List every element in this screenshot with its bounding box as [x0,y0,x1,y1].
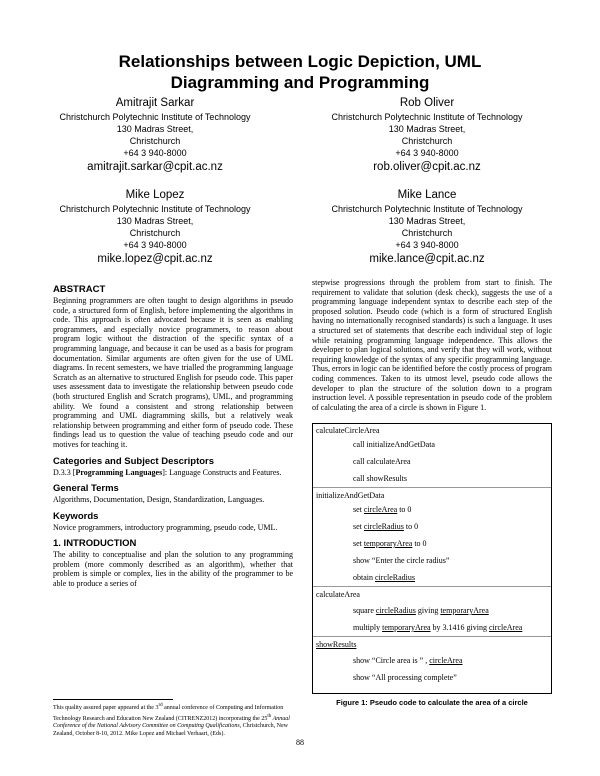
left-column [53,284,293,589]
author-name: Rob Oliver [399,97,455,109]
author-street: 130 Madras Street, [388,216,466,226]
right-column-text: stepwise progressions through the problem from start to finish. The requirement to validate that solution (desk check), suggests the use of a programming language independent syntax to describe each step of the proposed solution. Pseudo code (which is a form of structured English having no internationally recognised standards) is such a language. It uses a structured set of statements that describe each individual step of logic while retaining programming language independence. This allows the developer to plan logical solutions, and verify that they will work, without requiring knowledge of the syntax of any specific programming language. Thus, errors in logic can be identified before the costly process of program coding commences. Taken to its utmost level, pseudo code allows the developer to plan the structure of the solution down to a program instruction level. A possible representation in pseudo code of the problem of calculating the area of a circle is shown in Figure 1. [312,278,552,412]
code-token: set [353,505,364,514]
author-city: Christchurch [401,136,453,146]
abstract-heading: ABSTRACT [53,284,106,295]
author-name: Mike Lance [397,189,457,201]
categories-bold: Programming Languages [75,467,163,477]
author-block [25,96,285,175]
code-variable: circleRadius [363,522,404,531]
code-token: giving [415,606,441,615]
footnote-text: , Christchurch, New Zealand, October 8-10, 2012. Mike Lopez and Michael Verhaart, (Eds). [53,723,288,737]
author-institution: Christchurch Polytechnic Institute of Technology [59,112,251,122]
author-city: Christchurch [129,136,181,146]
footnote [53,702,293,738]
author-email: amitrajit.sarkar@cpit.ac.nz [87,161,223,173]
code-token: to 0 [397,505,412,514]
code-variable: temporaryArea [363,539,413,548]
code-line: initializeAndGetData [316,491,385,500]
author-institution: Christchurch Polytechnic Institute of Technology [331,204,523,214]
categories-code: D.3.3 [ [53,467,76,477]
code-line [353,606,489,615]
author-institution: Christchurch Polytechnic Institute of Technology [331,112,523,122]
author-institution: Christchurch Polytechnic Institute of Technology [59,204,251,214]
code-line [353,573,415,582]
figure-divider [313,487,551,488]
code-variable: circleArea [363,505,398,514]
author-street: 130 Madras Street, [116,216,194,226]
categories-heading: Categories and Subject Descriptors [53,455,215,467]
code-variable: circleRadius [375,573,415,582]
code-line [353,539,427,548]
author-block [297,96,557,175]
author-phone: +64 3 940-8000 [123,148,187,158]
code-line: calculateArea [316,590,360,599]
categories-rest: ]: Language Constructs and Features. [162,467,282,477]
author-phone: +64 3 940-8000 [395,148,459,158]
abstract-text: Beginning programmers are often taught to design algorithms in pseudo code, a structured form of English, before implementing the algorithms in code. This approach is often advocated because it is seen as enabling programmers, and especially novice programmers, to reason about program logic without the distraction of the specific syntax of a programming language, and because it can be used as a basis for program documentation. Similar arguments are often given for the use of UML diagrams. In recent semesters, we have trialled the programming language Scratch as an alternative to structured English for pseudo code. This paper uses assessment data to investigate the relationship between pseudo code (both structured English and Scratch programs), UML, and programming ability. We found a consistent and strong relationship between programming and UML diagramming skills, but a relatively weak relationship between programming and either form of pseudo code. These findings lead us to question the value of teaching pseudo code and our motives for teaching it. [53,296,293,449]
code-line: call calculateArea [353,457,411,466]
author-email: rob.oliver@cpit.ac.nz [373,161,481,173]
code-token: to 0 [403,522,419,531]
footnote-italic: Annual Conference of the National Advisory Committee on Computing Qualifications [53,715,290,730]
keywords-heading: Keywords [53,510,99,522]
figure-divider [313,586,551,587]
author-name: Amitrajit Sarkar [115,97,195,109]
code-variable: temporaryArea [440,606,489,615]
intro-heading: 1. INTRODUCTION [53,538,137,550]
author-phone: +64 3 940-8000 [395,240,459,250]
code-line [316,640,356,649]
categories-text [53,468,293,478]
figure-caption: Figure 1: Pseudo code to calculate the area of a circle [336,698,528,707]
author-block [297,188,557,267]
code-line: call showResults [353,474,407,483]
page-number: 88 [296,738,304,747]
code-token: set [353,539,364,548]
paper-title [0,51,600,93]
general-terms-heading: General Terms [53,483,119,495]
author-city: Christchurch [129,228,181,238]
footnote-sup: th [267,713,272,719]
code-token: set [353,522,364,531]
author-city: Christchurch [401,228,453,238]
author-street: 130 Madras Street, [388,124,466,134]
author-block [25,188,285,267]
code-line: show “Enter the circle radius” [353,556,450,565]
code-line: call initializeAndGetData [353,440,435,449]
intro-text: The ability to conceptualise and plan the solution to any programming problem (more commonly described as an algorithm), whether that problem is simple or complex, lies in the ability of the programmer to be able to produce a series of [53,550,293,589]
code-line: calculateCircleArea [316,426,380,435]
code-line: show “All processing complete” [353,673,457,682]
code-line [353,505,411,514]
code-token: by 3.1416 giving [430,623,489,632]
code-token: multiply [353,623,383,632]
code-token: square [353,606,376,615]
code-token: show “Circle area is ” , [353,656,430,665]
keywords-text: Novice programmers, introductory programming, pseudo code, UML. [53,522,278,532]
author-phone: +64 3 940-8000 [123,240,187,250]
code-line [353,522,418,531]
author-email: mike.lopez@cpit.ac.nz [97,253,213,265]
footnote-text: This quality assured paper appeared at the 3 [53,705,159,711]
code-variable: circleArea [489,623,523,632]
figure-divider [313,636,551,637]
footnote-text: annual conference of Computing and Information Technology Research and Education New Zealand (CITRENZ2012) incorporating the 25 [53,705,284,722]
code-line [353,623,522,632]
code-label: showResults [316,640,357,649]
pseudo-code-figure [312,423,552,694]
author-street: 130 Madras Street, [116,124,194,134]
title-line-1: Relationships between Logic Depiction, UML [118,52,482,71]
author-email: mike.lance@cpit.ac.nz [369,253,485,265]
code-token: to 0 [412,539,427,548]
right-column [312,278,552,412]
footnote-sup: rd [158,703,163,708]
code-variable: circleArea [429,656,463,665]
code-variable: temporaryArea [382,623,431,632]
code-token: obtain [353,573,375,582]
author-name: Mike Lopez [125,189,185,201]
code-line [353,656,463,665]
general-terms-text: Algorithms, Documentation, Design, Standardization, Languages. [53,495,265,505]
title-line-2: Diagramming and Programming [170,73,430,92]
code-variable: circleRadius [375,606,416,615]
footnote-divider [53,699,173,700]
